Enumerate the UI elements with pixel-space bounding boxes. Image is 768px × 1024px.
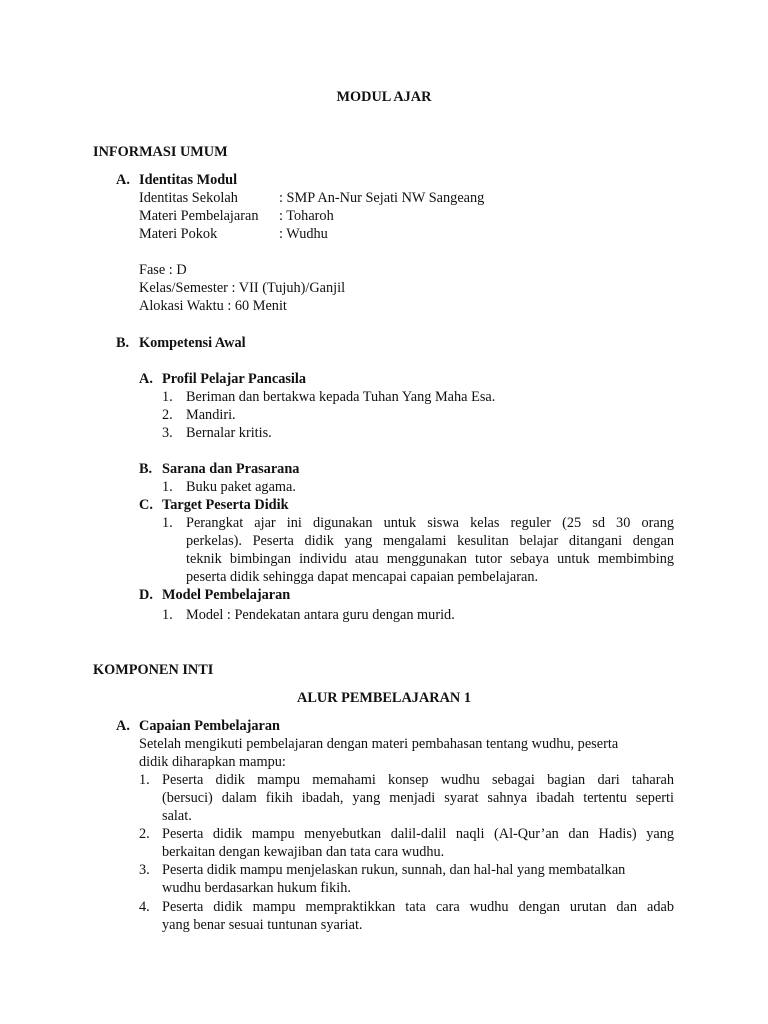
- list-number: 1.: [139, 772, 150, 788]
- list-marker: B.: [139, 461, 153, 477]
- paragraph-line: teknik bimbingan individu atau menggunakan tutor sebaya untuk membimbing: [186, 551, 674, 567]
- paragraph-line: yang benar sesuai tuntunan syariat.: [162, 917, 363, 933]
- document-title: MODUL AJAR: [336, 89, 432, 105]
- section-heading-komponen-inti: KOMPONEN INTI: [93, 662, 214, 678]
- paragraph-line: peserta didik sehingga dapat mencapai capaian pembelajaran.: [186, 569, 539, 585]
- paragraph-line: berkaitan dengan kewajiban dan tata cara wudhu.: [162, 844, 445, 860]
- paragraph-line: salat.: [162, 808, 192, 824]
- section-heading-informasi-umum: INFORMASI UMUM: [93, 144, 228, 160]
- list-item: Buku paket agama.: [186, 479, 296, 495]
- list-number: 2.: [162, 407, 173, 423]
- alur-pembelajaran-heading: ALUR PEMBELAJARAN 1: [297, 690, 471, 706]
- paragraph-line: didik diharapkan mampu:: [139, 754, 286, 770]
- identity-value: : Wudhu: [279, 226, 328, 242]
- list-item: Model : Pendekatan antara guru dengan murid.: [186, 607, 455, 623]
- identity-label: Identitas Sekolah: [139, 190, 238, 206]
- paragraph-line: Perangkat ajar ini digunakan untuk siswa kelas reguler (25 sd 30 orang: [186, 515, 674, 531]
- subsection-title-target-peserta: Target Peserta Didik: [162, 497, 289, 513]
- list-number: 1.: [162, 389, 173, 405]
- list-marker: A.: [139, 371, 153, 387]
- identity-label: Materi Pokok: [139, 226, 218, 242]
- subsection-title-identitas-modul: Identitas Modul: [139, 172, 238, 188]
- paragraph-line: Peserta didik mampu menjelaskan rukun, sunnah, dan hal-hal yang membatalkan: [162, 862, 626, 878]
- list-item: Beriman dan bertakwa kepada Tuhan Yang Maha Esa.: [186, 389, 496, 405]
- list-number: 4.: [139, 899, 150, 915]
- subsection-title-profil-pelajar: Profil Pelajar Pancasila: [162, 371, 307, 387]
- paragraph-line: wudhu berdasarkan hukum fikih.: [162, 880, 351, 896]
- subsection-title-kompetensi-awal: Kompetensi Awal: [139, 335, 246, 351]
- kelas-semester-text: Kelas/Semester : VII (Tujuh)/Ganjil: [139, 280, 346, 296]
- subsection-title-capaian-pembelajaran: Capaian Pembelajaran: [139, 718, 280, 734]
- list-number: 3.: [162, 425, 173, 441]
- list-number: 1.: [162, 607, 173, 623]
- subsection-title-model-pembelajaran: Model Pembelajaran: [162, 587, 291, 603]
- list-number: 2.: [139, 826, 150, 842]
- alokasi-waktu-text: Alokasi Waktu : 60 Menit: [139, 298, 287, 314]
- fase-text: Fase : D: [139, 262, 187, 278]
- list-marker: C.: [139, 497, 153, 513]
- paragraph-line: Peserta didik mampu memahami konsep wudhu sebagai bagian dari taharah: [162, 772, 674, 788]
- list-number: 3.: [139, 862, 150, 878]
- identity-value: : Toharoh: [279, 208, 334, 224]
- paragraph-line: (bersuci) dalam fikih ibadah, yang menjadi syarat sahnya ibadah tertentu seperti: [162, 790, 674, 806]
- paragraph-line: perkelas). Peserta didik yang mengalami kesulitan belajar ditangani dengan: [186, 533, 674, 549]
- paragraph-line: Peserta didik mampu menyebutkan dalil-dalil naqli (Al-Qur’an dan Hadis) yang: [162, 826, 674, 842]
- list-number: 1.: [162, 515, 173, 531]
- list-marker: A.: [116, 718, 130, 734]
- paragraph-line: Peserta didik mampu mempraktikkan tata cara wudhu dengan urutan dan adab: [162, 899, 674, 915]
- identity-label: Materi Pembelajaran: [139, 208, 259, 224]
- identity-value: : SMP An-Nur Sejati NW Sangeang: [279, 190, 485, 206]
- list-item: Mandiri.: [186, 407, 236, 423]
- subsection-title-sarana-prasarana: Sarana dan Prasarana: [162, 461, 300, 477]
- list-marker: B.: [116, 335, 130, 351]
- list-marker: D.: [139, 587, 153, 603]
- paragraph-line: Setelah mengikuti pembelajaran dengan materi pembahasan tentang wudhu, peserta: [139, 736, 619, 752]
- list-item: Bernalar kritis.: [186, 425, 272, 441]
- list-marker: A.: [116, 172, 130, 188]
- list-number: 1.: [162, 479, 173, 495]
